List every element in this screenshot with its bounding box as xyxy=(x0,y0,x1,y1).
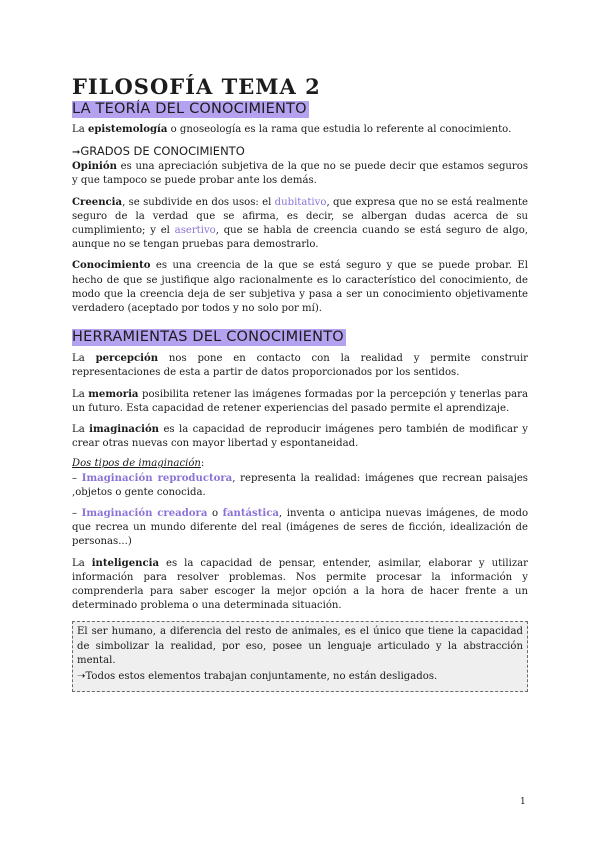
inteligencia-text: es la capacidad de pensar, entender, asimilar, elaborar y utilizar información para resolver problemas. Nos permite procesar la información y comprenderla para saber escoger la mejor opción a la hora de hacer frente a un determinado problema o una determinada situación. xyxy=(72,557,528,612)
tipo-creadora-item xyxy=(72,507,528,550)
creencia-paragraph xyxy=(72,196,528,253)
inteligencia-pre: La xyxy=(72,557,92,569)
page-title: FILOSOFÍA TEMA 2 xyxy=(72,74,321,99)
imaginacion-pre: La xyxy=(72,424,90,436)
memoria-paragraph xyxy=(72,388,528,416)
memoria-pre: La xyxy=(72,388,89,400)
tipo-reproductora-item xyxy=(72,472,528,500)
conocimiento-text: es una creencia de la que se está seguro y que se puede probar. El hecho de que se justifique algo racionalmente es lo característico del conocimiento, de modo que la creencia deja de ser subjetiva y pasa a ser un conocimiento objetivamente verdadero (aceptado por todos y no solo por mí). xyxy=(72,260,528,315)
creadora-text: , inventa o anticipa nuevas imágenes, de modo que recrea un mundo diferente del real (imágenes de seres de ficción, idealización de personas...) xyxy=(72,508,529,548)
page-number: 1 xyxy=(520,797,526,807)
dash-reproductora: – xyxy=(72,472,78,484)
tipos-colon: : xyxy=(200,458,205,470)
note-line-2: Todos estos elementos trabajan conjuntamente, no están desligados. xyxy=(85,671,438,683)
subtitle-row xyxy=(72,98,528,118)
intro-paragraph xyxy=(72,123,528,137)
arrow-right-icon: ➝ xyxy=(77,671,86,683)
opinion-paragraph xyxy=(72,160,528,188)
herramientas-heading-row xyxy=(72,327,528,346)
tipos-label: Dos tipos de imaginación xyxy=(72,458,201,470)
conocimiento-paragraph xyxy=(72,259,528,316)
dash-creadora: – xyxy=(72,508,78,520)
percepcion-text: nos pone en contacto con la realidad y permite construir representaciones de esta a partir de datos proporcionados por los sentidos. xyxy=(72,353,529,379)
note-box xyxy=(72,621,528,692)
tipos-label-line xyxy=(72,457,528,471)
term-imaginacion: imaginación xyxy=(89,424,160,436)
inteligencia-paragraph xyxy=(72,557,528,614)
page-content xyxy=(72,76,528,692)
reproductora-text: , representa la realidad: imágenes que recrean paisajes ,objetos o gente conocida. xyxy=(72,472,528,498)
term-conocimiento: Conocimiento xyxy=(72,260,151,272)
keyword-imaginacion-creadora: Imaginación creadora xyxy=(81,508,208,520)
term-creencia: Creencia xyxy=(72,196,123,208)
imaginacion-paragraph xyxy=(72,423,528,451)
creencia-text-3: , que se habla de creencia cuando se está seguro de algo, aunque no se tengan pruebas para demostrarlo. xyxy=(72,225,528,251)
note-line-1: El ser humano, a diferencia del resto de animales, es el único que tiene la capacidad de simbolizar la realidad, por eso, posee un lenguaje articulado y la abstracción mental. xyxy=(77,626,523,666)
arrow-right-icon: ➞ xyxy=(72,147,81,159)
imaginacion-text: es la capacidad de reproducir imágenes pero también de modificar y crear otras nuevas con mayor libertad y espontaneidad. xyxy=(72,424,528,450)
keyword-dubitativo: dubitativo xyxy=(274,196,327,208)
herramientas-heading: HERRAMIENTAS DEL CONOCIMIENTO xyxy=(72,329,344,346)
keyword-imaginacion-reproductora: Imaginación reproductora xyxy=(81,472,233,484)
keyword-fantastica: fantástica xyxy=(222,508,279,520)
note-line-2-row xyxy=(77,670,523,684)
grados-heading-text: GRADOS DE CONOCIMIENTO xyxy=(80,144,245,159)
percepcion-paragraph xyxy=(72,352,528,380)
keyword-asertivo: asertivo xyxy=(174,225,216,237)
creencia-text-1: , se subdivide en dos usos: el xyxy=(122,196,275,208)
term-inteligencia: inteligencia xyxy=(91,557,159,569)
term-epistemologia: epistemología xyxy=(87,124,168,135)
term-opinion: Opinión xyxy=(72,161,117,173)
intro-text: o gnoseología es la rama que estudia lo referente al conocimiento. xyxy=(167,124,512,135)
term-memoria: memoria xyxy=(88,388,139,400)
creencia-text-2: , que expresa que no se está realmente seguro de la verdad que se afirma, es decir, se albergan dudas acerca de su cumplimiento; y el xyxy=(72,196,528,237)
memoria-text: posibilita retener las imágenes formadas por la percepción y tenerlas para un futuro. Esta capacidad de retener experiencias del pasado permite el aprendizaje. xyxy=(72,388,528,414)
subtitle-highlight: LA TEORÍA DEL CONOCIMIENTO xyxy=(72,101,307,117)
term-percepcion: percepción xyxy=(95,353,159,365)
intro-pre: La xyxy=(72,124,88,135)
opinion-text: es una apreciación subjetiva de la que no se puede decir que estamos seguros y que tampoco se puede probar ante los demás. xyxy=(72,161,528,187)
percepcion-pre: La xyxy=(72,353,96,365)
o-word: o xyxy=(207,508,223,520)
grados-heading xyxy=(72,144,528,160)
